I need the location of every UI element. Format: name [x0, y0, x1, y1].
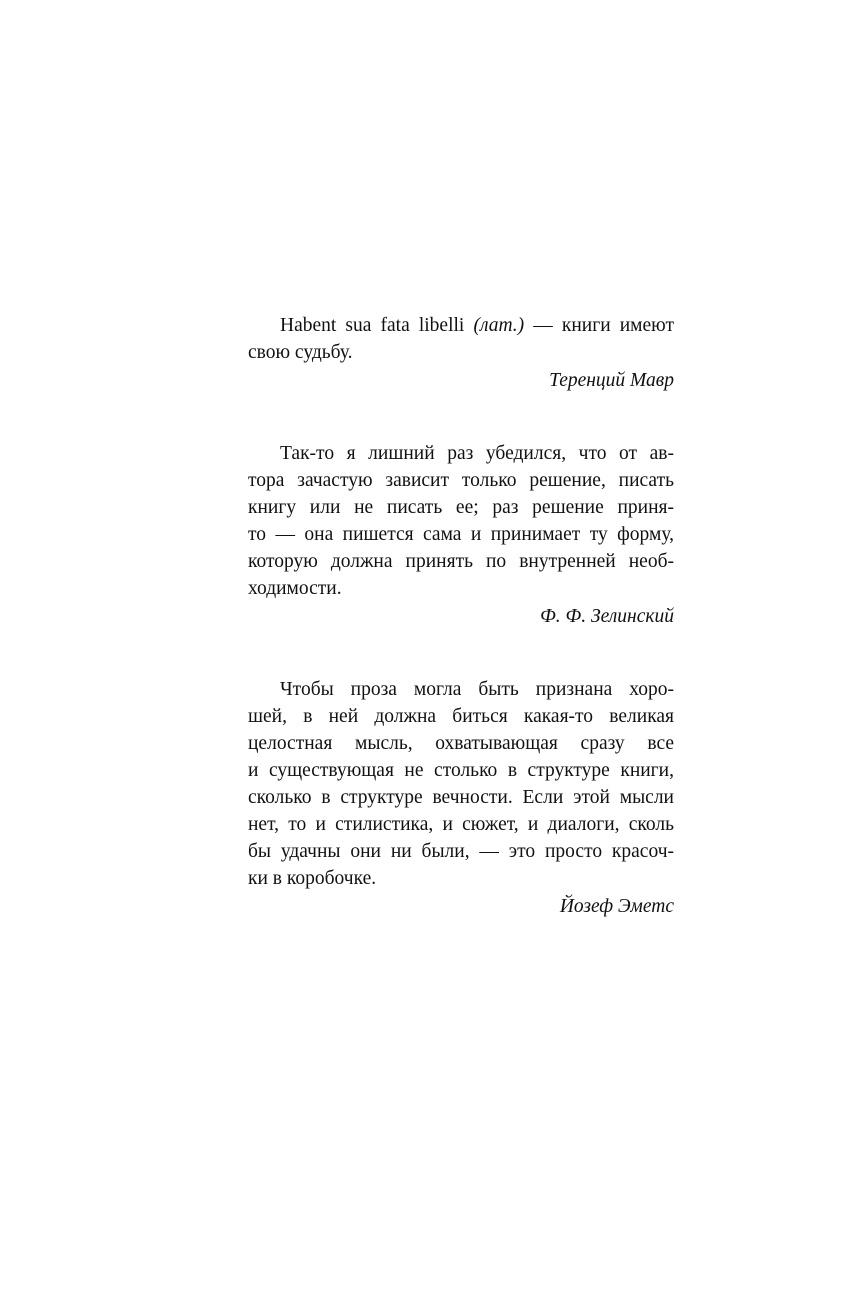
quote-language-note: (лат.): [473, 315, 525, 336]
quote-line: которую должна принять по внутренней необ-: [248, 551, 674, 572]
quote-line: Чтобы проза могла быть признана хоро-: [280, 679, 674, 700]
epigraph-author: Теренций Мавр: [549, 370, 674, 391]
quote-line: свою судьбу.: [248, 342, 353, 363]
quote-latin: Habent sua fata libelli: [280, 315, 474, 336]
quote-line: шей, в ней должна биться какая-то великая: [248, 706, 674, 727]
quote-line: ки в коробочке.: [248, 868, 377, 889]
epigraph-quote: [248, 440, 674, 602]
epigraph-emets: [248, 676, 674, 920]
quote-line: сколько в структуре вечности. Если этой мысли: [248, 787, 674, 808]
quote-line: то — она пишется сама и принимает ту форму,: [248, 524, 674, 545]
quote-line: нет, то и стилистика, и сюжет, и диалоги, сколь: [248, 814, 674, 835]
quote-line: [248, 312, 674, 339]
epigraph-terentius: [248, 312, 674, 394]
quote-line: Так-то я лишний раз убедился, что от ав-: [280, 443, 674, 464]
epigraph-quote: [248, 312, 674, 366]
epigraph-author: Ф. Ф. Зелинский: [540, 606, 674, 627]
quote-line: тора зачастую зависит только решение, писать: [248, 470, 674, 491]
quote-line: бы удачны они ни были, — это просто красоч-: [248, 841, 674, 862]
quote-line: и существующая не столько в структуре книги,: [248, 760, 674, 781]
quote-line: ходимости.: [248, 578, 342, 599]
quote-line: книгу или не писать ее; раз решение приня-: [248, 497, 674, 518]
quote-line: целостная мысль, охватывающая сразу все: [248, 733, 674, 754]
epigraph-page: [248, 312, 674, 920]
epigraph-author: Йозеф Эметс: [559, 896, 674, 917]
epigraph-quote: [248, 676, 674, 892]
quote-translation: — книги имеют: [524, 315, 674, 336]
epigraph-zelinsky: [248, 440, 674, 630]
